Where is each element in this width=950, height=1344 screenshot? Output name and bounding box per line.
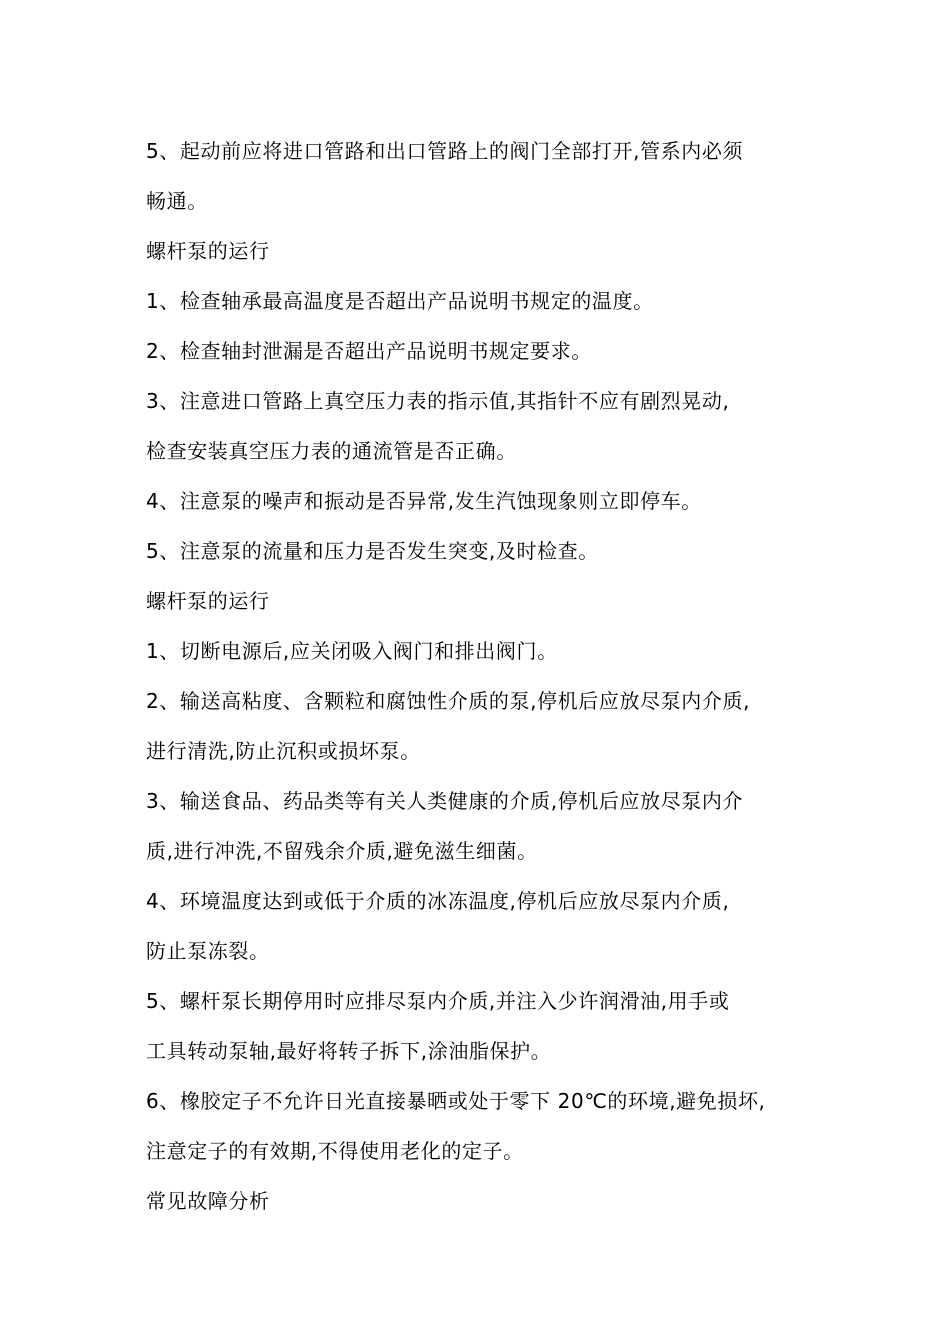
list-item: 2、检查轴封泄漏是否超出产品说明书规定要求。 xyxy=(146,339,592,363)
paragraph-line: 质,进行冲洗,不留残余介质,避免滋生细菌。 xyxy=(146,839,538,863)
paragraph-line: 畅通。 xyxy=(146,189,208,213)
list-item: 4、环境温度达到或低于介质的冰冻温度,停机后应放尽泵内介质, xyxy=(146,889,730,913)
paragraph-line: 防止泵冻裂。 xyxy=(146,939,270,963)
list-item: 1、切断电源后,应关闭吸入阀门和排出阀门。 xyxy=(146,639,558,663)
list-item: 3、注意进口管路上真空压力表的指示值,其指针不应有剧烈晃动, xyxy=(146,389,730,413)
list-item: 5、螺杆泵长期停用时应排尽泵内介质,并注入少许润滑油,用手或 xyxy=(146,989,730,1013)
section-heading: 螺杆泵的运行 xyxy=(146,239,270,263)
paragraph-line: 工具转动泵轴,最好将转子拆下,涂油脂保护。 xyxy=(146,1039,552,1063)
paragraph-line: 进行清洗,防止沉积或损坏泵。 xyxy=(146,739,421,763)
list-item: 3、输送食品、药品类等有关人类健康的介质,停机后应放尽泵内介 xyxy=(146,789,744,813)
paragraph-line: 5、起动前应将进口管路和出口管路上的阀门全部打开,管系内必须 xyxy=(146,139,744,163)
paragraph-line: 注意定子的有效期,不得使用老化的定子。 xyxy=(146,1139,524,1163)
list-item: 5、注意泵的流量和压力是否发生突变,及时检查。 xyxy=(146,539,599,563)
list-item: 4、注意泵的噪声和振动是否异常,发生汽蚀现象则立即停车。 xyxy=(146,489,702,513)
list-item: 6、橡胶定子不允许日光直接暴晒或处于零下 20℃的环境,避免损坏, xyxy=(146,1089,766,1113)
paragraph-line: 检查安装真空压力表的通流管是否正确。 xyxy=(146,439,517,463)
list-item: 1、检查轴承最高温度是否超出产品说明书规定的温度。 xyxy=(146,289,654,313)
list-item: 2、输送高粘度、含颗粒和腐蚀性介质的泵,停机后应放尽泵内介质, xyxy=(146,689,751,713)
section-heading: 常见故障分析 xyxy=(146,1189,270,1213)
section-heading: 螺杆泵的运行 xyxy=(146,589,270,613)
